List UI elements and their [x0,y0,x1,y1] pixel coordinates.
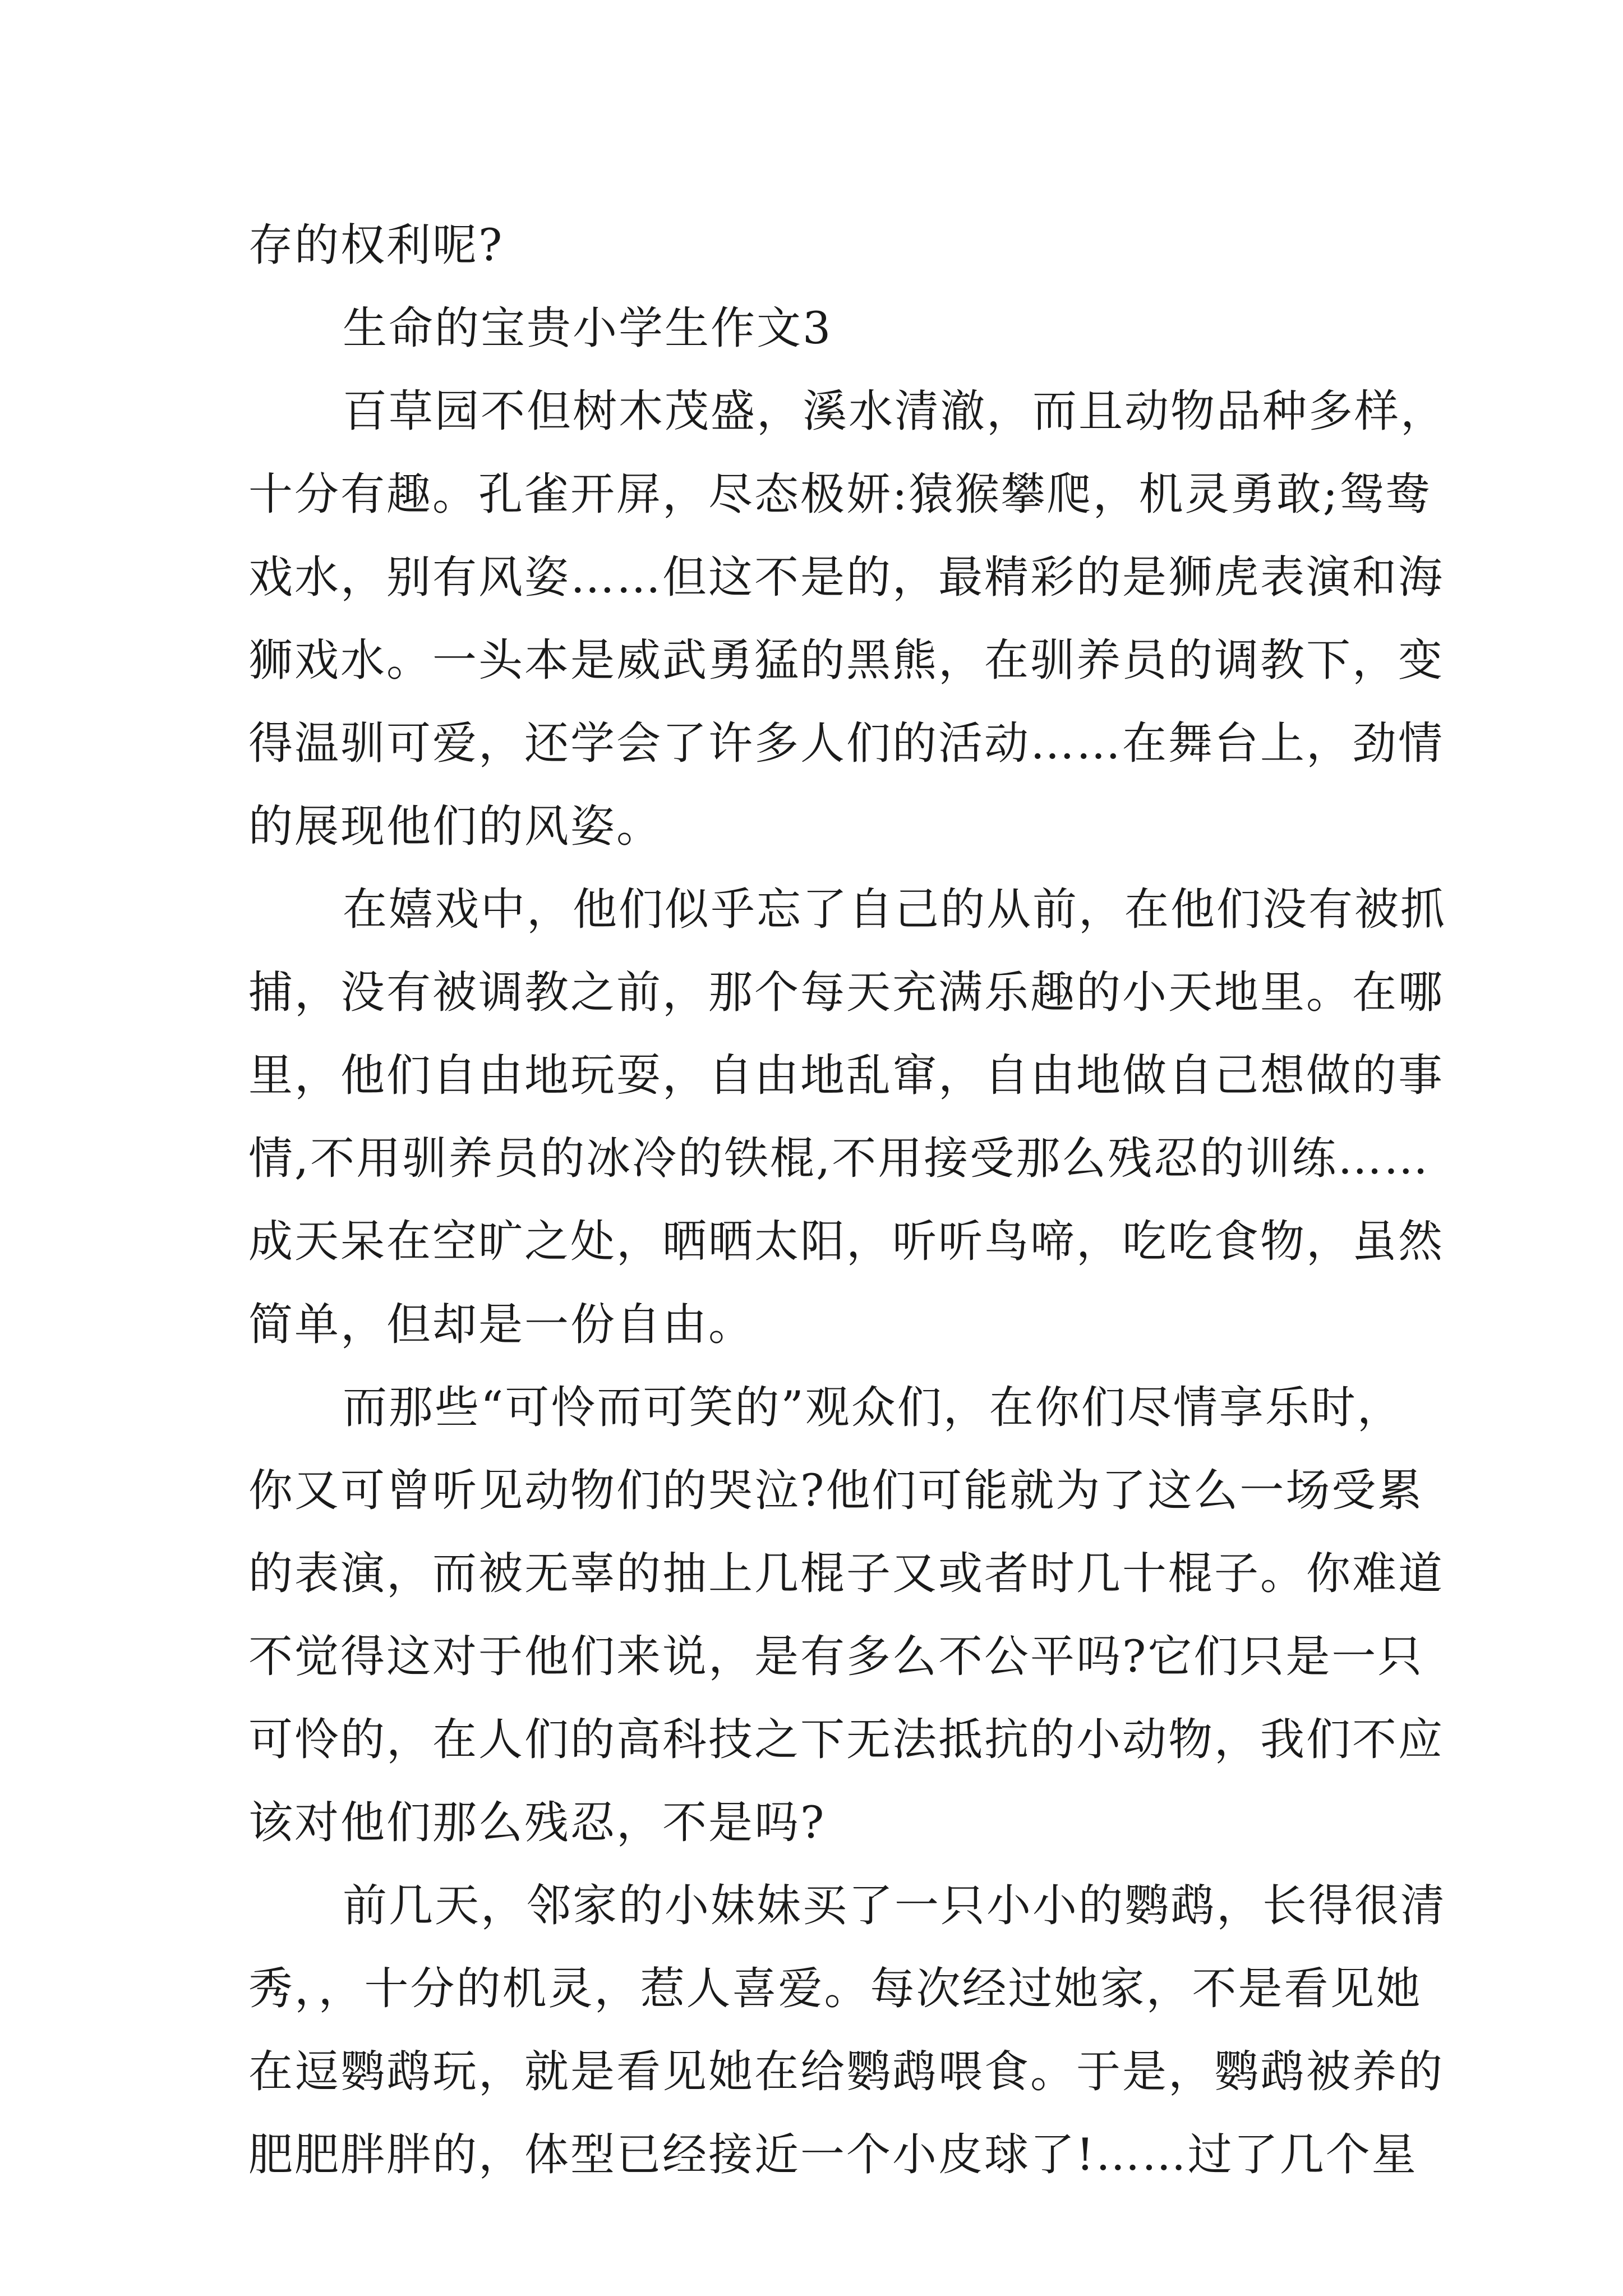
text-line: 百草园不但树木茂盛，溪水清澈，而且动物品种多样， [343,385,1446,437]
text-line: 简单，但却是一份自由。 [248,1299,754,1350]
text-line: 里，他们自由地玩耍，自由地乱窜，自由地做自己想做的事 [248,1050,1444,1101]
text-line: 成天呆在空旷之处，晒晒太阳，听听鸟啼，吃吃食物，虽然 [248,1216,1444,1267]
text-line: 该对他们那么残忍，不是吗? [248,1797,826,1848]
text-line: 狮戏水。一头本是威武勇猛的黑熊，在驯养员的调教下，变 [248,634,1444,686]
text-line: 你又可曾听见动物们的哭泣?他们可能就为了这么一场受累 [248,1465,1424,1516]
document-body [248,204,1446,2196]
text-line: 得温驯可爱，还学会了许多人们的活动……在舞台上，劲情 [248,717,1444,769]
text-line: 在逗鹦鹉玩，就是看见她在给鹦鹉喂食。于是，鹦鹉被养的 [248,2046,1444,2097]
text-line: 秀，，十分的机灵，惹人喜爱。每次经过她家，不是看见她 [248,1963,1422,2014]
text-line: 十分有趣。孔雀开屏，尽态极妍:猿猴攀爬，机灵勇敢;鸳鸯 [248,468,1432,520]
text-line: 捕，没有被调教之前，那个每天充满乐趣的小天地里。在哪 [248,967,1444,1018]
text-line: 前几天，邻家的小妹妹买了一只小小的鹦鹉，长得很清 [343,1880,1446,1931]
text-line: 存的权利呢? [248,219,504,271]
text-line: 在嬉戏中，他们似乎忘了自己的从前，在他们没有被抓 [343,884,1446,935]
text-line: 戏水，别有风姿……但这不是的，最精彩的是狮虎表演和海 [248,551,1444,603]
text-line: 的展现他们的风姿。 [248,800,662,852]
section-heading: 生命的宝贵小学生作文3 [343,302,833,354]
text-line: 而那些“可怜而可笑的”观众们，在你们尽情享乐时， [343,1382,1403,1433]
text-line: 情,不用驯养员的冰冷的铁棍,不用接受那么残忍的训练…… [248,1133,1430,1184]
text-line: 的表演，而被无辜的抽上几棍子又或者时几十棍子。你难道 [248,1548,1444,1599]
text-line: 肥肥胖胖的，体型已经接近一个小皮球了!……过了几个星 [248,2129,1418,2180]
text-line: 可怜的，在人们的高科技之下无法抵抗的小动物，我们不应 [248,1714,1444,1765]
text-line: 不觉得这对于他们来说，是有多么不公平吗?它们只是一只 [248,1631,1424,1682]
